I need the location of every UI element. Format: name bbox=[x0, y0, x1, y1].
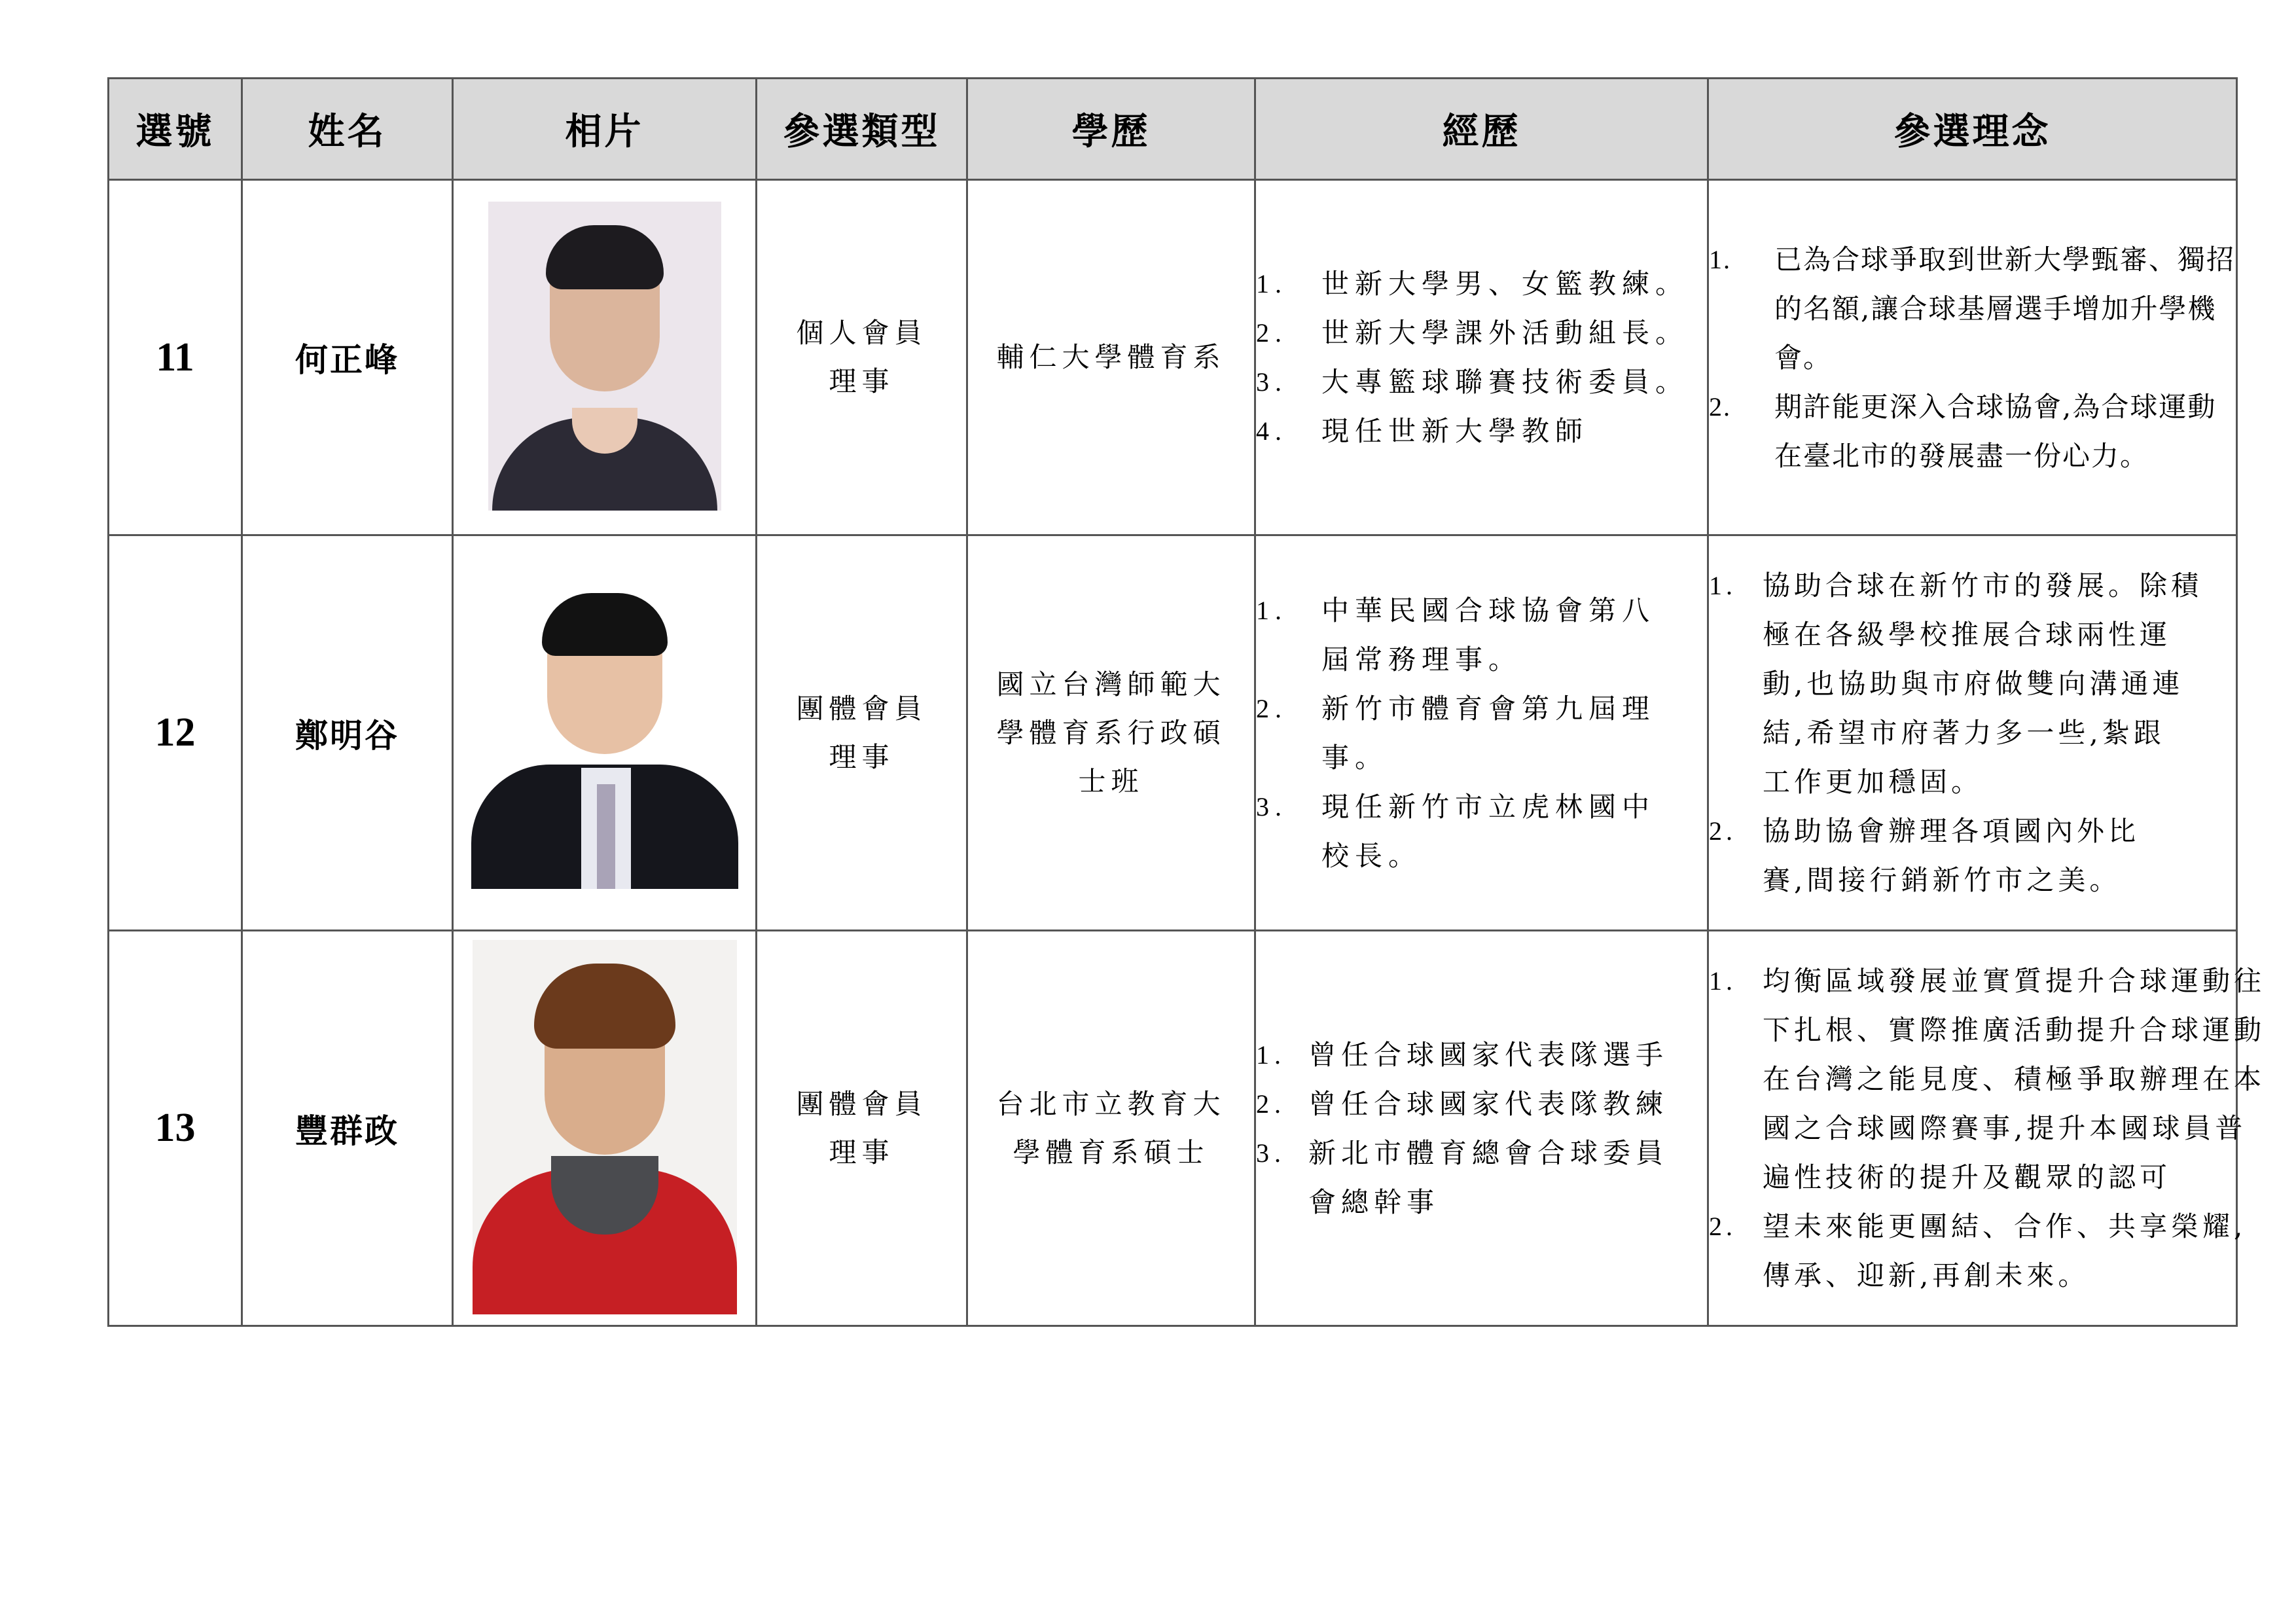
item-number: 1. bbox=[1709, 571, 1736, 600]
candidate-type bbox=[757, 180, 967, 535]
education-line: 台北市立教育大 bbox=[996, 1087, 1226, 1120]
photo-tie-shape bbox=[597, 784, 615, 889]
education-line: 輔仁大學體育系 bbox=[996, 341, 1226, 373]
photo-cell bbox=[453, 931, 757, 1326]
item-number: 2. bbox=[1709, 1212, 1736, 1241]
list-item bbox=[1256, 1079, 1707, 1128]
header-number: 選號 bbox=[109, 79, 242, 180]
item-number: 2. bbox=[1709, 391, 1731, 422]
item-line: 協助合球在新竹市的發展。除積 bbox=[1763, 569, 2203, 602]
list-item bbox=[1256, 586, 1707, 684]
list-item bbox=[1256, 1030, 1707, 1079]
candidate-ideas bbox=[1708, 931, 2266, 1326]
header-photo: 相片 bbox=[453, 79, 757, 180]
list-item bbox=[1256, 684, 1707, 782]
item-line: 工作更加穩固。 bbox=[1763, 766, 1983, 798]
item-line: 結,希望市府著力多一些,紮跟 bbox=[1763, 717, 2165, 749]
header-name: 姓名 bbox=[242, 79, 453, 180]
candidate-number: 12 bbox=[109, 535, 242, 931]
item-line: 事。 bbox=[1321, 741, 1389, 774]
item-line: 動,也協助與市府做雙向溝通連 bbox=[1763, 668, 2184, 700]
candidate-name: 何正峰 bbox=[242, 180, 453, 535]
education-line: 學體育系碩士 bbox=[1013, 1136, 1210, 1168]
item-line: 世新大學課外活動組長。 bbox=[1321, 317, 1689, 349]
list-item bbox=[1709, 1202, 2247, 1300]
item-line: 在台灣之能見度、積極爭取辦理在本 bbox=[1763, 1063, 2266, 1095]
candidate-education bbox=[967, 931, 1255, 1326]
list-item bbox=[1256, 259, 1707, 308]
item-line: 現任新竹市立虎林國中 bbox=[1321, 790, 1656, 823]
type-line: 團體會員 bbox=[796, 1087, 927, 1120]
candidate-table bbox=[107, 77, 2266, 1327]
item-number: 2. bbox=[1256, 1089, 1286, 1119]
photo-hair-shape bbox=[534, 964, 675, 1049]
header-type: 參選類型 bbox=[757, 79, 967, 180]
candidate-photo bbox=[488, 202, 721, 511]
list-item bbox=[1256, 1128, 1707, 1227]
list-item bbox=[1256, 308, 1707, 357]
item-line: 校長。 bbox=[1321, 839, 1422, 872]
candidate-type bbox=[757, 535, 967, 931]
item-line: 賽,間接行銷新竹市之美。 bbox=[1763, 864, 2121, 896]
item-number: 3. bbox=[1256, 1138, 1286, 1168]
item-line: 傳承、迎新,再創未來。 bbox=[1763, 1259, 2090, 1291]
header-experience: 經歷 bbox=[1255, 79, 1708, 180]
item-line: 大專籃球聯賽技術委員。 bbox=[1321, 366, 1689, 398]
photo-cell bbox=[453, 180, 757, 535]
photo-hair-shape bbox=[546, 225, 664, 289]
candidate-name: 豐群政 bbox=[242, 931, 453, 1326]
list-item bbox=[1709, 235, 2236, 382]
item-number: 2. bbox=[1709, 816, 1736, 846]
item-line: 曾任合球國家代表隊選手 bbox=[1308, 1038, 1669, 1071]
type-line: 個人會員 bbox=[796, 317, 927, 349]
item-line: 現任世新大學教師 bbox=[1321, 415, 1589, 447]
item-line: 遍性技術的提升及觀眾的認可 bbox=[1763, 1161, 2172, 1193]
item-line: 在臺北市的發展盡一份心力。 bbox=[1774, 439, 2149, 472]
type-line: 理事 bbox=[829, 740, 895, 773]
candidate-photo bbox=[473, 940, 737, 1314]
education-line: 學體育系行政碩 bbox=[996, 716, 1226, 749]
list-item bbox=[1256, 406, 1707, 456]
item-line: 中華民國合球協會第八 bbox=[1321, 594, 1656, 626]
type-line: 理事 bbox=[829, 1136, 895, 1168]
item-line: 新竹市體育會第九屆理 bbox=[1321, 692, 1656, 725]
item-line: 新北市體育總會合球委員 bbox=[1308, 1136, 1669, 1169]
item-line: 期許能更深入合球協會,為合球運動 bbox=[1774, 390, 2217, 423]
type-line: 團體會員 bbox=[796, 692, 927, 725]
header-row bbox=[109, 79, 2237, 180]
item-number: 2. bbox=[1256, 318, 1287, 348]
candidate-type bbox=[757, 931, 967, 1326]
item-line: 國之合球國際賽事,提升本國球員普 bbox=[1763, 1112, 2247, 1144]
item-line: 望未來能更團結、合作、共享榮耀, bbox=[1763, 1210, 2247, 1242]
candidate-experience bbox=[1255, 180, 1708, 535]
item-line: 會總幹事 bbox=[1308, 1185, 1440, 1218]
candidate-ideas bbox=[1708, 535, 2237, 931]
item-line: 會。 bbox=[1774, 341, 1833, 374]
list-item bbox=[1709, 806, 2236, 905]
item-line: 的名額,讓合球基層選手增加升學機 bbox=[1774, 292, 2217, 325]
item-number: 4. bbox=[1256, 416, 1287, 446]
list-item bbox=[1709, 561, 2236, 806]
item-number: 1. bbox=[1256, 595, 1287, 625]
photo-hair-shape bbox=[542, 593, 668, 656]
candidate-education bbox=[967, 180, 1255, 535]
photo-cell bbox=[453, 535, 757, 931]
header-ideas: 參選理念 bbox=[1708, 79, 2237, 180]
item-number: 2. bbox=[1256, 693, 1287, 723]
table-row bbox=[109, 180, 2237, 535]
candidate-photo bbox=[471, 575, 738, 889]
table-row bbox=[109, 931, 2237, 1326]
item-number: 3. bbox=[1256, 791, 1287, 821]
header-education: 學歷 bbox=[967, 79, 1255, 180]
candidate-education bbox=[967, 535, 1255, 931]
list-item bbox=[1709, 382, 2236, 480]
candidate-number: 13 bbox=[109, 931, 242, 1326]
candidate-number: 11 bbox=[109, 180, 242, 535]
item-line: 已為合球爭取到世新大學甄審、獨招 bbox=[1774, 243, 2236, 276]
item-line: 屆常務理事。 bbox=[1321, 643, 1522, 676]
education-line: 士班 bbox=[1078, 765, 1144, 797]
item-line: 協助協會辦理各項國內外比 bbox=[1763, 815, 2140, 847]
item-line: 極在各級學校推展合球兩性運 bbox=[1763, 619, 2172, 651]
education-line: 國立台灣師範大 bbox=[996, 668, 1226, 700]
list-item bbox=[1709, 956, 2266, 1202]
item-number: 1. bbox=[1256, 1039, 1286, 1070]
item-line: 世新大學男、女籃教練。 bbox=[1321, 268, 1689, 300]
item-number: 1. bbox=[1709, 966, 1736, 996]
candidate-experience bbox=[1255, 931, 1708, 1326]
item-line: 均衡區域發展並實質提升合球運動往 bbox=[1763, 965, 2266, 997]
item-number: 1. bbox=[1256, 269, 1287, 298]
candidate-name: 鄭明谷 bbox=[242, 535, 453, 931]
item-line: 下扎根、實際推廣活動提升合球運動 bbox=[1763, 1014, 2266, 1046]
table-row bbox=[109, 535, 2237, 931]
type-line: 理事 bbox=[829, 365, 895, 397]
item-number: 3. bbox=[1256, 367, 1287, 397]
list-item bbox=[1256, 782, 1707, 880]
candidate-experience bbox=[1255, 535, 1708, 931]
item-line: 曾任合球國家代表隊教練 bbox=[1308, 1087, 1669, 1120]
list-item bbox=[1256, 357, 1707, 406]
candidate-ideas bbox=[1708, 180, 2237, 535]
item-number: 1. bbox=[1709, 244, 1731, 274]
